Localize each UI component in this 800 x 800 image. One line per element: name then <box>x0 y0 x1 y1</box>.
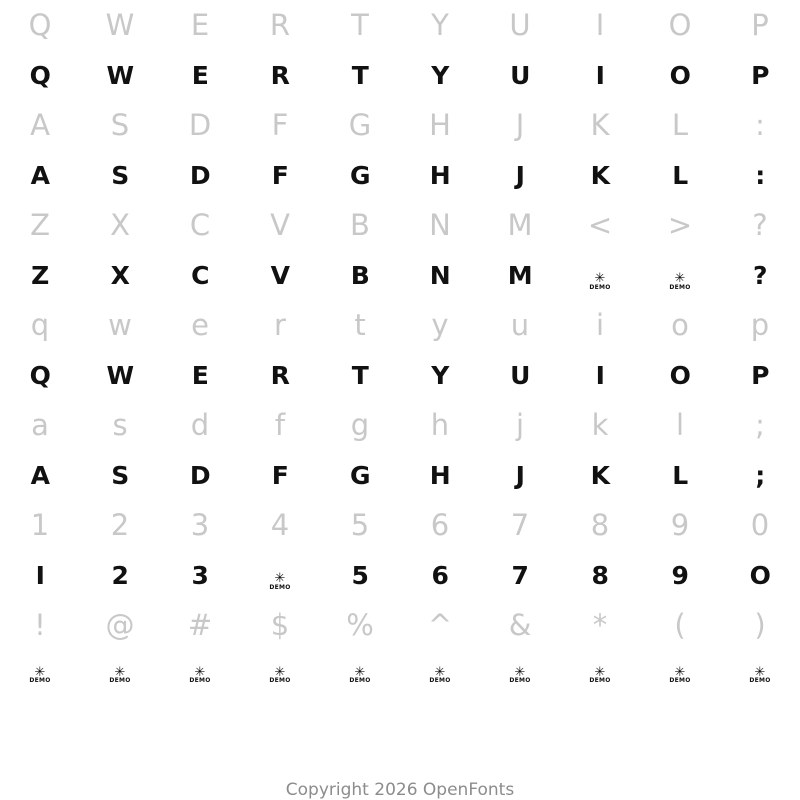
demo-label: DEMO <box>349 677 371 685</box>
specimen-char: O <box>669 60 691 90</box>
demo-label: DEMO <box>589 677 611 685</box>
reference-char: W <box>105 7 135 42</box>
reference-char: * <box>592 607 608 642</box>
specimen-char: 3 <box>191 560 209 590</box>
reference-char: y <box>431 307 449 342</box>
reference-char: E <box>190 7 210 42</box>
burst-icon: ✳ <box>514 664 526 680</box>
burst-icon: ✳ <box>34 664 46 680</box>
reference-char: k <box>591 407 609 442</box>
specimen-char: U <box>510 360 530 390</box>
specimen-char: Y <box>431 60 449 90</box>
burst-icon: ✳ <box>354 664 366 680</box>
demo-label: DEMO <box>669 283 691 291</box>
reference-char: U <box>509 7 531 42</box>
burst-icon: ✳ <box>674 664 686 680</box>
specimen-char: K <box>590 460 610 490</box>
demo-mark <box>669 271 691 291</box>
reference-char: w <box>108 307 132 342</box>
reference-row <box>0 100 800 150</box>
specimen-char: J <box>515 160 525 190</box>
reference-char: 4 <box>270 507 290 542</box>
reference-char: < <box>587 207 613 242</box>
demo-mark <box>589 664 611 685</box>
demo-mark <box>669 664 691 685</box>
specimen-char: X <box>110 260 130 290</box>
reference-char: j <box>515 407 525 442</box>
specimen-char: D <box>189 160 211 190</box>
reference-char: 1 <box>30 507 50 542</box>
demo-label: DEMO <box>509 677 531 685</box>
reference-char: K <box>590 107 610 142</box>
demo-mark <box>189 664 211 685</box>
reference-char: F <box>271 107 289 142</box>
reference-char: B <box>350 207 370 242</box>
reference-row <box>0 600 800 650</box>
specimen-char: 6 <box>431 560 449 590</box>
specimen-char: R <box>270 360 290 390</box>
specimen-char: Z <box>31 260 49 290</box>
reference-char: ? <box>752 207 768 242</box>
specimen-char: A <box>30 460 50 490</box>
burst-icon: ✳ <box>274 664 286 680</box>
demo-placeholder-glyph <box>640 260 720 289</box>
specimen-char: W <box>106 360 134 390</box>
reference-char: V <box>270 207 290 242</box>
demo-placeholder-glyph <box>320 664 400 685</box>
specimen-char: G <box>349 460 371 490</box>
specimen-char: S <box>111 160 129 190</box>
specimen-char: H <box>429 160 451 190</box>
demo-mark <box>109 664 131 685</box>
specimen-char: Y <box>431 360 449 390</box>
specimen-char: P <box>751 360 769 390</box>
specimen-char: S <box>111 460 129 490</box>
demo-label: DEMO <box>29 677 51 685</box>
reference-char: H <box>429 107 451 142</box>
specimen-char: D <box>189 460 211 490</box>
specimen-char: A <box>30 160 50 190</box>
specimen-char: 8 <box>591 560 609 590</box>
reference-row <box>0 0 800 50</box>
specimen-char: I <box>595 360 605 390</box>
demo-mark <box>349 664 371 685</box>
reference-char: 3 <box>190 507 210 542</box>
glyph-row <box>0 350 800 400</box>
reference-char: A <box>30 107 50 142</box>
specimen-char: O <box>669 360 691 390</box>
reference-char: f <box>274 407 286 442</box>
reference-char: 8 <box>590 507 610 542</box>
demo-placeholder-glyph <box>80 664 160 685</box>
reference-char: l <box>675 407 685 442</box>
demo-mark <box>749 664 771 685</box>
reference-char: s <box>112 407 128 442</box>
specimen-char: 2 <box>111 560 129 590</box>
reference-char: % <box>346 607 374 642</box>
burst-icon: ✳ <box>594 271 606 287</box>
specimen-char: ; <box>755 460 765 490</box>
glyph-row <box>0 50 800 100</box>
reference-char: 2 <box>110 507 130 542</box>
reference-char: X <box>110 207 130 242</box>
reference-char: 5 <box>350 507 370 542</box>
demo-label: DEMO <box>749 677 771 685</box>
reference-char: & <box>508 607 532 642</box>
reference-char: q <box>30 307 50 342</box>
demo-mark <box>589 271 611 291</box>
demo-mark <box>269 571 291 591</box>
reference-char: ! <box>34 607 46 642</box>
reference-char: G <box>348 107 372 142</box>
demo-placeholder-glyph <box>240 560 320 589</box>
specimen-char: ? <box>752 260 767 290</box>
specimen-char: K <box>590 160 610 190</box>
reference-char: I <box>595 7 605 42</box>
reference-char: p <box>750 307 770 342</box>
specimen-char: W <box>106 60 134 90</box>
reference-char: Z <box>30 207 50 242</box>
glyph-row <box>0 650 800 700</box>
specimen-char: U <box>510 60 530 90</box>
demo-mark <box>509 664 531 685</box>
demo-label: DEMO <box>429 677 451 685</box>
reference-char: T <box>351 7 369 42</box>
reference-char: L <box>671 107 689 142</box>
reference-row <box>0 300 800 350</box>
demo-placeholder-glyph <box>640 664 720 685</box>
specimen-char: H <box>429 460 451 490</box>
glyph-row <box>0 150 800 200</box>
demo-label: DEMO <box>189 677 211 685</box>
specimen-char: B <box>350 260 370 290</box>
reference-char: Q <box>28 7 52 42</box>
demo-placeholder-glyph <box>240 664 320 685</box>
reference-char: i <box>595 307 605 342</box>
specimen-char: C <box>191 260 209 290</box>
specimen-char: O <box>749 560 771 590</box>
glyph-row <box>0 250 800 300</box>
specimen-char: R <box>270 60 290 90</box>
demo-placeholder-glyph <box>480 664 560 685</box>
burst-icon: ✳ <box>594 664 606 680</box>
specimen-char: G <box>349 160 371 190</box>
specimen-char: Q <box>29 360 51 390</box>
reference-char: @ <box>105 607 135 642</box>
specimen-char: V <box>270 260 290 290</box>
reference-char: $ <box>270 607 290 642</box>
copyright-footer <box>0 780 800 800</box>
specimen-char: N <box>429 260 451 290</box>
reference-char: ^ <box>427 607 453 642</box>
reference-char: C <box>189 207 211 242</box>
specimen-char: Q <box>29 60 51 90</box>
reference-char: J <box>515 107 525 142</box>
burst-icon: ✳ <box>754 664 766 680</box>
reference-char: 9 <box>670 507 690 542</box>
specimen-char: T <box>351 60 369 90</box>
reference-row <box>0 500 800 550</box>
reference-char: o <box>671 307 689 342</box>
demo-label: DEMO <box>269 677 291 685</box>
reference-char: 6 <box>430 507 450 542</box>
specimen-char: J <box>515 460 525 490</box>
reference-char: t <box>354 307 366 342</box>
demo-placeholder-glyph <box>720 664 800 685</box>
reference-char: Y <box>431 7 449 42</box>
demo-mark <box>429 664 451 685</box>
demo-placeholder-glyph <box>0 664 80 685</box>
specimen-char: I <box>595 60 605 90</box>
demo-placeholder-glyph <box>160 664 240 685</box>
specimen-char: 7 <box>511 560 529 590</box>
demo-placeholder-glyph <box>400 664 480 685</box>
reference-char: ) <box>754 607 766 642</box>
reference-char: S <box>110 107 130 142</box>
burst-icon: ✳ <box>274 571 286 587</box>
specimen-char: : <box>755 160 765 190</box>
demo-label: DEMO <box>269 583 291 591</box>
reference-char: g <box>350 407 370 442</box>
reference-char: u <box>510 307 530 342</box>
reference-char: # <box>187 607 213 642</box>
specimen-char: M <box>507 260 533 290</box>
specimen-char: P <box>751 60 769 90</box>
specimen-char: 9 <box>671 560 689 590</box>
copyright-text: Copyright 2026 OpenFonts <box>285 780 515 800</box>
reference-char: e <box>191 307 209 342</box>
reference-char: ; <box>755 407 765 442</box>
glyph-row <box>0 450 800 500</box>
demo-mark <box>269 664 291 685</box>
specimen-char: F <box>271 160 289 190</box>
burst-icon: ✳ <box>114 664 126 680</box>
reference-char: R <box>269 7 291 42</box>
specimen-char: 5 <box>351 560 369 590</box>
demo-placeholder-glyph <box>560 664 640 685</box>
reference-char: a <box>31 407 49 442</box>
specimen-char: E <box>191 360 209 390</box>
reference-char: M <box>507 207 533 242</box>
demo-mark <box>29 664 51 685</box>
reference-char: O <box>668 7 692 42</box>
reference-char: D <box>188 107 212 142</box>
reference-row <box>0 400 800 450</box>
reference-char: ( <box>674 607 686 642</box>
burst-icon: ✳ <box>434 664 446 680</box>
reference-char: N <box>429 207 451 242</box>
demo-label: DEMO <box>109 677 131 685</box>
reference-char: d <box>190 407 210 442</box>
demo-placeholder-glyph <box>560 260 640 289</box>
specimen-char: L <box>672 160 688 190</box>
burst-icon: ✳ <box>194 664 206 680</box>
specimen-char: F <box>271 460 289 490</box>
specimen-char: I <box>35 560 45 590</box>
demo-label: DEMO <box>669 677 691 685</box>
reference-row <box>0 200 800 250</box>
reference-char: r <box>274 307 286 342</box>
glyph-row <box>0 550 800 600</box>
specimen-char: E <box>191 60 209 90</box>
reference-char: : <box>755 107 765 142</box>
reference-char: 7 <box>510 507 530 542</box>
reference-char: P <box>751 7 769 42</box>
burst-icon: ✳ <box>674 271 686 287</box>
reference-char: > <box>667 207 693 242</box>
reference-char: 0 <box>750 507 770 542</box>
specimen-char: T <box>351 360 369 390</box>
specimen-char: L <box>672 460 688 490</box>
reference-char: h <box>430 407 450 442</box>
demo-label: DEMO <box>589 283 611 291</box>
